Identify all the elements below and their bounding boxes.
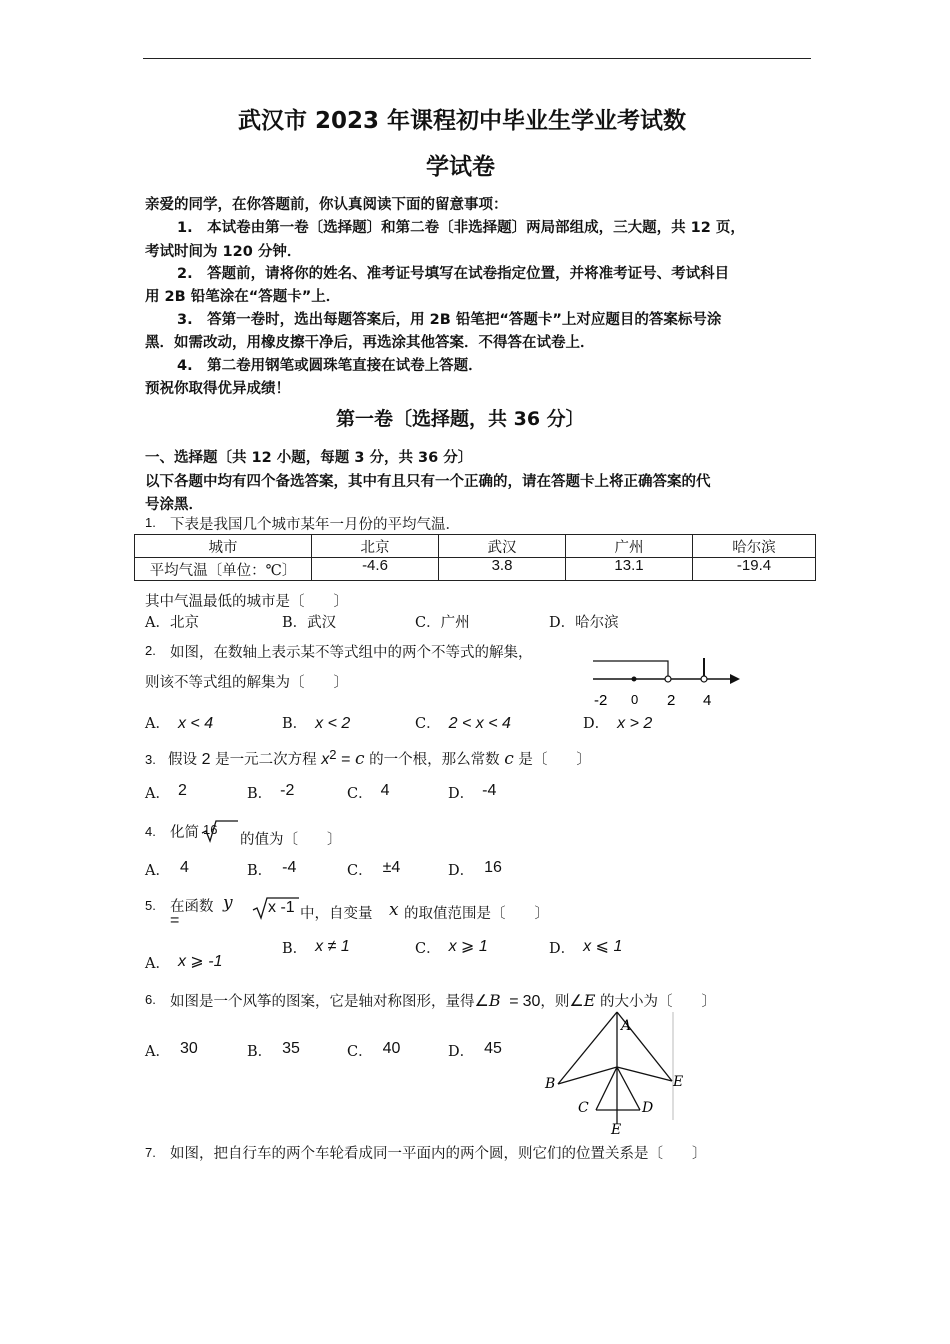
notice-item-3a: 3. 答第一卷时，选出每题答案后，用 2B 铅笔把“答题卡”上对应题目的答案标号涂	[177, 312, 722, 328]
q4-stem-b: 的值为〔 〕	[240, 832, 342, 848]
q6-option-c	[347, 1040, 400, 1061]
option-expr: x ≠ 1	[315, 938, 350, 955]
number-line-figure	[585, 652, 745, 712]
option-value: 40	[382, 1040, 401, 1057]
option-expr: x < 2	[315, 715, 351, 732]
table-header-cell: 广州	[566, 535, 693, 558]
option-expr: x ⩽ 1	[583, 938, 623, 955]
q5-option-c	[415, 937, 488, 958]
option-letter: C．	[347, 863, 373, 879]
q3-eq-c: c	[355, 749, 365, 769]
q6-angle-e: E	[583, 991, 596, 1010]
section-heading: 一、选择题〔共 12 小题，每题 3 分，共 36 分〕	[145, 450, 473, 466]
q6-equals: =	[509, 993, 519, 1010]
q5-stem-b: 中，自变量	[300, 906, 373, 922]
q5-y: y	[223, 893, 233, 913]
q5-radicand: x -1	[268, 899, 295, 916]
vertex-label: C	[578, 1100, 589, 1116]
table-header-cell: 武汉	[439, 535, 566, 558]
q2-option-d	[583, 712, 652, 733]
option-letter: C．	[415, 941, 441, 957]
q4-radical	[200, 819, 240, 849]
kite-edge	[558, 1012, 617, 1084]
table-header-cell: 城市	[135, 535, 312, 558]
table-cell: 13.1	[566, 558, 693, 581]
q6-option-d	[448, 1040, 502, 1061]
q4-stem-a: 化简	[170, 825, 199, 841]
q1-stem: 下表是我国几个城市某年一月份的平均气温．	[170, 517, 460, 533]
kite-figure	[540, 1010, 684, 1140]
q2-stem-2: 则该不等式组的解集为〔 〕	[145, 675, 348, 691]
table-header-row	[135, 535, 816, 558]
option-letter: D．	[448, 863, 475, 879]
option-letter: D．	[549, 941, 576, 957]
q3-two: 2	[201, 751, 211, 768]
option-letter: C．	[347, 786, 373, 802]
section-instructions-1: 以下各题中均有四个备选答案，其中有且只有一个正确的，请在答题卡上将正确答案的代	[145, 474, 711, 490]
q4-option-a	[145, 859, 189, 880]
solution-bracket-lower	[593, 661, 668, 679]
q6-angle-sign-2: ∠	[569, 993, 584, 1010]
q3-stem-b: 是一元二次方程	[215, 752, 317, 768]
q6-option-a	[145, 1040, 198, 1061]
tail-edge	[617, 1067, 640, 1110]
q1-option-c: C．广州	[415, 615, 470, 631]
q6-stem-b: ，则	[540, 994, 570, 1010]
vertex-label: D	[642, 1100, 654, 1116]
table-cell: 3.8	[439, 558, 566, 581]
arrow-right-icon	[730, 674, 740, 684]
option-value: 35	[282, 1040, 300, 1057]
exam-title-line1: 武汉市 2023 年课程初中毕业生学业考试数	[238, 108, 687, 134]
option-letter: A．	[145, 863, 170, 879]
notice-item-3b: 黑．如需改动，用橡皮擦干净后，再选涂其他答案．不得答在试卷上．	[145, 335, 595, 351]
q2-option-c	[415, 712, 511, 733]
option-letter: A．	[145, 786, 170, 802]
section-instructions-2: 号涂黑．	[145, 497, 203, 513]
q6-stem-a: 如图是一个风筝的图案，它是轴对称图形，量得	[170, 994, 475, 1010]
option-letter: B．	[282, 716, 308, 732]
axis-label: 4	[703, 692, 712, 709]
option-letter: B．	[247, 863, 273, 879]
q3-option-c	[347, 782, 390, 803]
q1-option-a: A．北京	[145, 615, 199, 631]
option-value: -4	[282, 859, 297, 876]
table-cell: -4.6	[312, 558, 439, 581]
option-letter: D．	[448, 786, 475, 802]
q3-option-b	[247, 782, 294, 803]
q4-option-b	[247, 859, 296, 880]
option-value: 30	[179, 1040, 198, 1057]
q5-stem-a: 在函数	[170, 899, 214, 915]
q1-option-d: D．哈尔滨	[549, 615, 619, 631]
table-row-label: 平均气温〔单位：℃〕	[135, 558, 312, 581]
q3-eq-x: x	[321, 751, 330, 768]
q3-stem-d: 是〔 〕	[518, 752, 591, 768]
table-header-cell: 北京	[312, 535, 439, 558]
header-rule	[143, 58, 811, 59]
q6-degrees: 30	[522, 993, 541, 1010]
vertex-label: E	[611, 1122, 622, 1138]
q4-option-d	[448, 859, 502, 880]
q7-stem: 如图，把自行车的两个车轮看成同一平面内的两个圆，则它们的位置关系是〔 〕	[170, 1146, 707, 1162]
option-value: 4	[380, 782, 390, 799]
q4-number: 4.	[145, 824, 156, 839]
q1-number: 1.	[145, 515, 156, 530]
q2-stem-1: 如图，在数轴上表示某不等式组中的两个不等式的解集，	[170, 645, 533, 661]
q3-option-d	[448, 782, 496, 803]
option-expr: 2 < x < 4	[448, 715, 511, 732]
q5-equals: =	[170, 912, 180, 929]
exam-title-line2: 学试卷	[426, 154, 495, 180]
tail-edge	[596, 1067, 617, 1110]
table-header-cell: 哈尔滨	[693, 535, 816, 558]
option-letter: B．	[247, 786, 273, 802]
notice-item-1b: 考试时间为 120 分钟．	[145, 244, 302, 260]
vertex-label: B	[545, 1076, 556, 1092]
q1-option-b: B．武汉	[282, 615, 337, 631]
option-value: 16	[484, 859, 502, 876]
q3-c: c	[504, 749, 514, 769]
option-letter: A．	[145, 956, 170, 972]
q2-option-b	[282, 712, 350, 733]
axis-label: 0	[631, 692, 639, 707]
q6-option-b	[247, 1040, 300, 1061]
notice-item-2b: 用 2B 铅笔涂在“答题卡”上．	[145, 289, 341, 305]
q5-option-d	[549, 937, 622, 958]
q3-number: 3.	[145, 752, 156, 767]
q3-eq-sign: =	[341, 751, 351, 768]
part1-heading: 第一卷〔选择题，共 36 分〕	[336, 408, 585, 430]
option-value: ±4	[382, 859, 401, 876]
option-expr: x ⩾ -1	[177, 953, 223, 970]
option-expr: x < 4	[177, 715, 214, 732]
option-expr: x > 2	[617, 715, 653, 732]
option-letter: C．	[415, 716, 441, 732]
option-value: -4	[482, 782, 497, 799]
q3-eq-power: 2	[329, 747, 337, 762]
q4-radicand: 16	[203, 822, 218, 837]
vertex-label: E	[673, 1074, 684, 1090]
option-expr: x ⩾ 1	[448, 938, 488, 955]
q2-number: 2.	[145, 643, 156, 658]
open-point-4	[701, 676, 707, 682]
q5-radical	[251, 896, 301, 926]
kite-edge	[617, 1067, 672, 1081]
q3-stem-a: 假设	[168, 752, 197, 768]
q6-angle-b: B	[488, 991, 501, 1010]
q5-x: x	[389, 900, 399, 920]
q4-option-c	[347, 859, 400, 880]
option-letter: A．	[145, 716, 170, 732]
q2-option-a	[145, 712, 213, 733]
option-letter: C．	[347, 1044, 373, 1060]
notice-item-4: 4. 第二卷用钢笔或圆珠笔直接在试卷上答题．	[177, 358, 483, 374]
notice-item-1a: 1. 本试卷由第一卷〔选择题〕和第二卷〔非选择题〕两局部组成，三大题，共 12 页，	[177, 220, 745, 236]
option-letter: B．	[247, 1044, 273, 1060]
table-row	[135, 558, 816, 581]
notice-item-2a: 2. 答题前，请将你的姓名、准考证号填写在试卷指定位置，并将准考证号、考试科目	[177, 266, 730, 282]
q6-stem	[170, 990, 716, 1011]
option-value: 2	[177, 782, 187, 799]
option-value: 45	[484, 1040, 502, 1057]
q5-option-a	[145, 952, 223, 973]
q6-angle-sign: ∠	[474, 993, 489, 1010]
table-cell: -19.4	[693, 558, 816, 581]
kite-edge	[558, 1067, 617, 1084]
axis-label: 2	[667, 692, 676, 709]
axis-label: -2	[594, 692, 608, 709]
q3-option-a	[145, 782, 187, 803]
vertex-label: A	[621, 1018, 632, 1034]
option-letter: B．	[282, 941, 308, 957]
option-letter: D．	[583, 716, 610, 732]
q3-stem-c: 的一个根，那么常数	[369, 752, 500, 768]
q5-stem-c: 的取值范围是〔 〕	[404, 906, 549, 922]
q6-number: 6.	[145, 992, 156, 1007]
origin-dot	[632, 677, 637, 682]
open-point-2	[665, 676, 671, 682]
notice-wish: 预祝你取得优异成绩！	[145, 381, 290, 397]
q1-ask: 其中气温最低的城市是〔 〕	[145, 594, 348, 610]
notice-intro: 亲爱的同学，在你答题前，你认真阅读下面的留意事项：	[145, 197, 508, 213]
q5-number: 5.	[145, 898, 156, 913]
option-letter: A．	[145, 1044, 170, 1060]
option-value: 4	[179, 859, 189, 876]
option-letter: D．	[448, 1044, 475, 1060]
temperature-table	[134, 534, 816, 581]
q6-stem-c: 的大小为〔 〕	[600, 994, 716, 1010]
option-value: -2	[280, 782, 295, 799]
q3-stem	[168, 748, 591, 769]
q5-option-b	[282, 937, 350, 958]
q7-number: 7.	[145, 1145, 156, 1160]
